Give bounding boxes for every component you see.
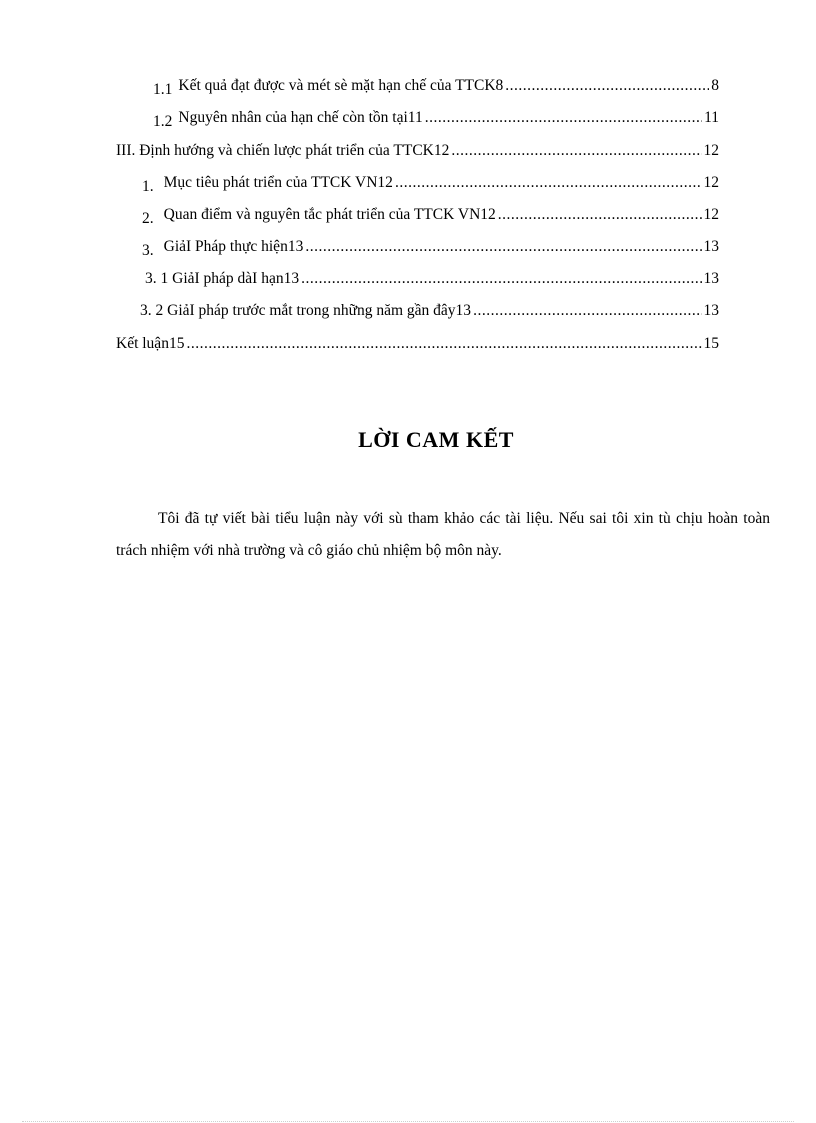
toc-entry-number: 1.: [142, 178, 154, 195]
toc-leader-dots: [498, 206, 702, 224]
toc-entry-title: Kết quả đạt được và mét sè mặt hạn chế của TTCK8: [178, 77, 504, 94]
toc-entry-number: 2.: [142, 210, 154, 227]
toc-leader-dots: [451, 142, 701, 160]
toc-entry-3: [142, 238, 719, 260]
toc-entry-page: 12: [703, 174, 719, 191]
toc-entry-title: Kết luận15: [116, 335, 185, 352]
toc-entry-iii: [116, 142, 719, 164]
toc-entry-number: 1.2: [153, 113, 173, 130]
toc-entry-page: 13: [703, 270, 719, 287]
toc-entry-page: 8: [711, 77, 719, 94]
toc-leader-dots: [425, 109, 702, 127]
toc-entry-ket-luan: [116, 335, 719, 357]
toc-entry-1-1: [153, 77, 719, 99]
toc-entry-1: [142, 174, 719, 196]
toc-entry-page: 13: [703, 238, 719, 255]
toc-entry-1-2: [153, 109, 719, 131]
toc-entry-2: [142, 206, 719, 228]
toc-entry-title: Nguyên nhân của hạn chế còn tồn tại11: [178, 109, 423, 126]
toc-leader-dots: [305, 238, 701, 256]
toc-leader-dots: [395, 174, 702, 192]
toc-leader-dots: [505, 77, 709, 95]
toc-entry-page: 15: [703, 335, 719, 352]
toc-entry-page: 12: [703, 142, 719, 159]
toc-entry-title: III. Định hướng và chiến lược phát triển của TTCK12: [116, 142, 450, 159]
toc-entry-number: 1.1: [153, 81, 173, 98]
commitment-paragraph: Tôi đã tự viết bài tiểu luận này với sù tham khảo các tài liệu. Nếu sai tôi xin tù chịu hoàn toàn trách nhiệm với nhà trường và cô giáo chủ nhiệm bộ môn này.: [116, 510, 770, 559]
toc-entry-3-1: [145, 270, 719, 292]
toc-entry-title: Quan điểm và nguyên tắc phát triển của TTCK VN12: [163, 206, 496, 223]
toc-entry-title: 3. 2 GiảI pháp trước mắt trong những năm gần đây13: [140, 302, 472, 319]
toc-entry-page: 13: [703, 302, 719, 319]
toc-leader-dots: [473, 302, 701, 320]
commitment-heading: LỜI CAM KẾT: [358, 427, 514, 452]
page-bottom-divider: [22, 1121, 794, 1122]
toc-entry-title: 3. 1 GiảI pháp dàI hạn13: [145, 270, 300, 287]
toc-entry-page: 12: [703, 206, 719, 223]
toc-entry-title: Mục tiêu phát triển của TTCK VN12: [163, 174, 393, 191]
toc-leader-dots: [186, 335, 701, 353]
toc-entry-3-2: [140, 302, 719, 324]
toc-entry-number: 3.: [142, 242, 154, 259]
toc-entry-page: 11: [704, 109, 719, 126]
toc-leader-dots: [301, 270, 701, 288]
toc-entry-title: GiảI Pháp thực hiện13: [163, 238, 304, 255]
